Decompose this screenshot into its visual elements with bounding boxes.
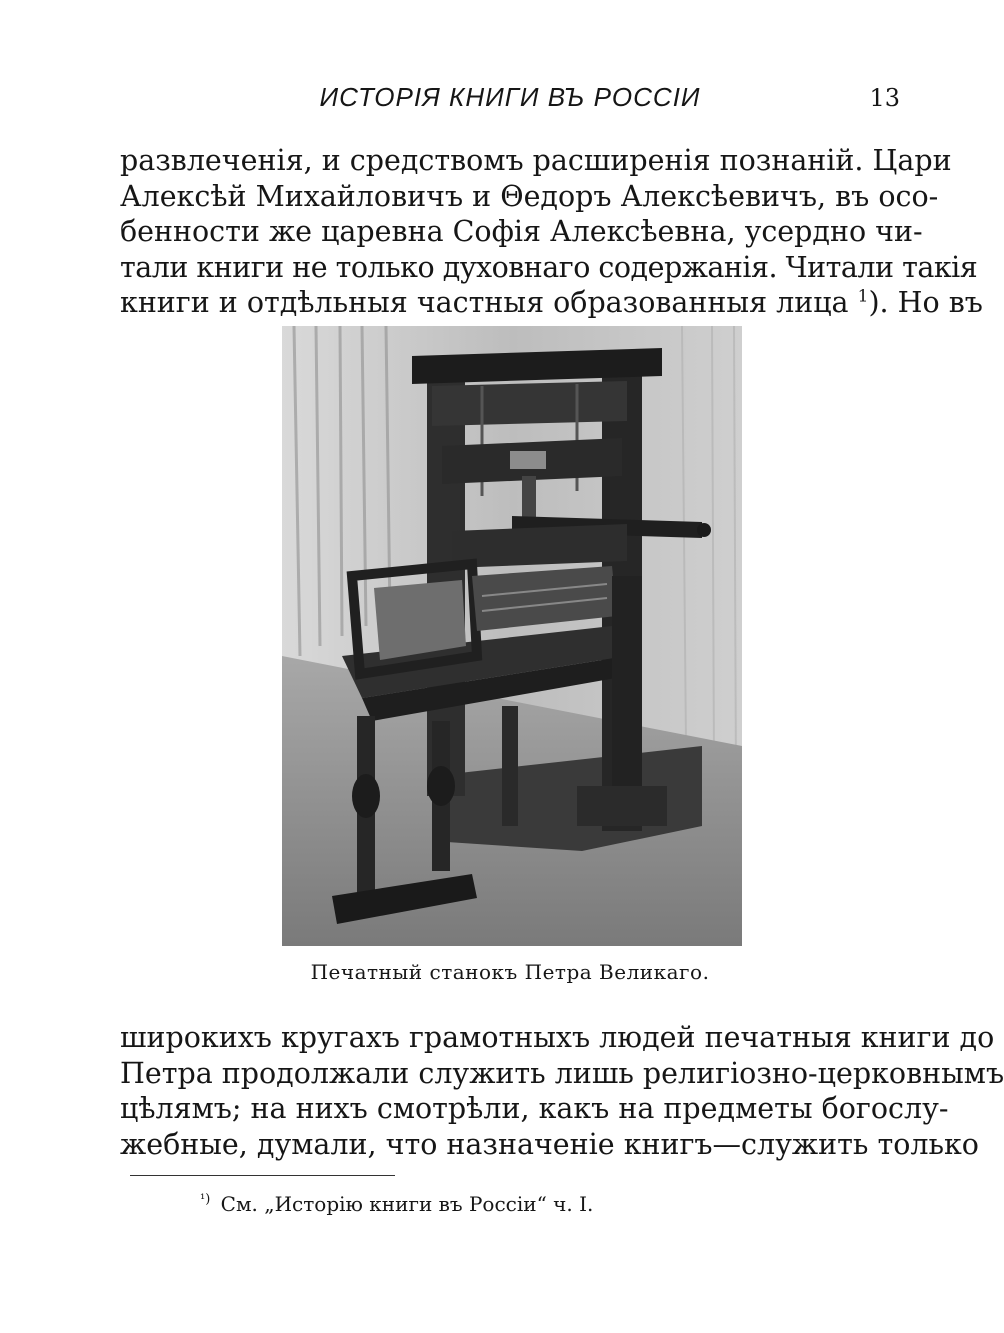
figure-caption: Печатный станокъ Петра Великаго. [310, 960, 710, 984]
text-line: широкихъ кругахъ грамотныхъ людей печатныя книги до [120, 1021, 995, 1054]
footnote [200, 1192, 800, 1216]
text-line: жебные, думали, что назначеніе книгъ—служить только [120, 1127, 979, 1161]
paragraph-1 [120, 143, 983, 321]
paragraph-2 [120, 1020, 1004, 1162]
footnote-reference[interactable]: 1 [857, 286, 869, 307]
footnote-mark: ¹) [200, 1192, 211, 1208]
text-line-with-footnote [120, 285, 983, 321]
running-title: ИСТОРІЯ КНИГИ ВЪ РОССІИ [319, 82, 701, 112]
footnote-divider [130, 1175, 395, 1176]
text-line: тали книги не только духовнаго содержанія. Читали такія [120, 250, 978, 284]
text-line: Алексѣй Михайловичъ и Θедоръ Алексѣевичъ, въ осо- [120, 179, 939, 213]
page-header [120, 82, 900, 116]
text-segment: ). Но въ [868, 286, 983, 319]
text-line: бенности же царевна Софія Алексѣевна, усердно чи- [120, 215, 923, 248]
text-line: цѣлямъ; на нихъ смотрѣли, какъ на предметы богослу- [120, 1092, 949, 1125]
page-number: 13 [869, 84, 900, 112]
text-line: развлеченія, и средствомъ расширенія познаній. Цари [120, 144, 952, 177]
text-segment: книги и отдѣльныя частныя образованныя лица [120, 286, 849, 319]
footnote-text: См. „Исторію книги въ Россіи“ ч. I. [220, 1192, 594, 1216]
printing-press-photo [282, 326, 742, 946]
text-line: Петра продолжали служить лишь религіозно-церковнымъ [120, 1056, 1004, 1090]
printing-press-illustration [282, 326, 742, 946]
